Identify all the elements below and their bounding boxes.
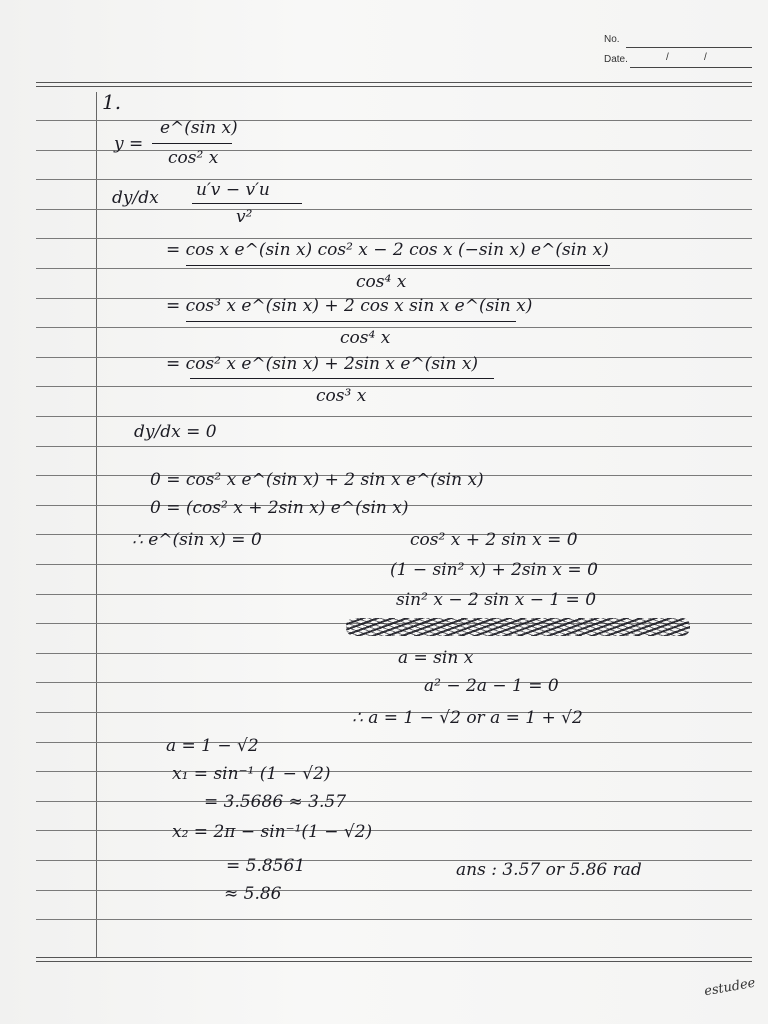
ruled-line: [36, 120, 752, 121]
y-definition-denominator: cos² x: [168, 148, 219, 168]
estudee-logo: estudee: [703, 975, 757, 1000]
dydx-label: dy/dx: [112, 188, 159, 208]
ruled-line: [36, 386, 752, 387]
ruled-line: [36, 268, 752, 269]
ruled-line: [36, 150, 752, 151]
top-double-rule: [36, 82, 752, 83]
equation-4: (1 − sin² x) + 2sin x = 0: [390, 560, 598, 580]
solution-x2: x₂ = 2π − sin⁻¹(1 − √2): [172, 822, 373, 842]
equation-1: 0 = cos² x e^(sin x) + 2 sin x e^(sin x): [150, 470, 484, 490]
top-double-rule: [36, 86, 752, 87]
equation-3-right: cos² x + 2 sin x = 0: [410, 530, 578, 550]
question-number: 1.: [102, 90, 122, 114]
fraction-bar: [186, 321, 516, 322]
no-line: [626, 47, 752, 48]
ruled-line: [36, 919, 752, 920]
ruled-line: [36, 682, 752, 683]
equation-7: a² − 2a − 1 = 0: [424, 676, 559, 696]
date-separator: /: [666, 52, 669, 63]
crossed-out-work: [346, 618, 690, 636]
step1-numerator: = cos x e^(sin x) cos² x − 2 cos x (−sin x) e^(sin x): [166, 240, 609, 260]
step3-numerator: = cos² x e^(sin x) + 2sin x e^(sin x): [166, 354, 479, 374]
equation-5: sin² x − 2 sin x − 1 = 0: [396, 590, 597, 610]
step3-denominator: cos³ x: [316, 386, 367, 406]
solution-x1: x₁ = sin⁻¹ (1 − √2): [172, 764, 331, 784]
solution-x2-rounded: ≈ 5.86: [224, 884, 282, 904]
quotient-rule-numerator: u′v − v′u: [196, 180, 270, 200]
equation-6: a = sin x: [398, 648, 474, 668]
ruled-line: [36, 209, 752, 210]
fraction-bar: [190, 378, 494, 379]
solution-x1-value: = 3.5686 ≈ 3.57: [204, 792, 347, 812]
quotient-rule-denominator: v²: [236, 207, 253, 227]
equation-8: ∴ a = 1 − √2 or a = 1 + √2: [352, 708, 583, 728]
step2-numerator: = cos³ x e^(sin x) + 2 cos x sin x e^(sin x): [166, 296, 533, 316]
fraction-bar: [192, 203, 302, 204]
ruled-line: [36, 238, 752, 239]
ruled-line: [36, 771, 752, 772]
bottom-double-rule: [36, 961, 752, 962]
date-separator: /: [704, 52, 707, 63]
ruled-line: [36, 594, 752, 595]
ruled-line: [36, 860, 752, 861]
solution-a: a = 1 − √2: [166, 736, 259, 756]
final-answer: ans : 3.57 or 5.86 rad: [456, 860, 642, 880]
bottom-double-rule: [36, 957, 752, 958]
ruled-line: [36, 801, 752, 802]
ruled-line: [36, 830, 752, 831]
date-label: Date.: [604, 54, 628, 65]
no-label: No.: [604, 34, 620, 45]
y-definition-lhs: y =: [114, 134, 144, 154]
date-line: [630, 67, 752, 68]
ruled-line: [36, 653, 752, 654]
ruled-line: [36, 890, 752, 891]
ruled-line: [36, 416, 752, 417]
ruled-line: [36, 742, 752, 743]
page-header: [604, 30, 754, 74]
ruled-line: [36, 327, 752, 328]
ruled-line: [36, 446, 752, 447]
y-definition-numerator: e^(sin x): [160, 118, 238, 138]
step2-denominator: cos⁴ x: [340, 328, 391, 348]
solution-x2-value: = 5.8561: [226, 856, 306, 876]
step1-denominator: cos⁴ x: [356, 272, 407, 292]
margin-line: [96, 92, 97, 958]
dydx-equals-zero: dy/dx = 0: [134, 422, 217, 442]
fraction-bar: [152, 143, 232, 144]
equation-3-left: ∴ e^(sin x) = 0: [132, 530, 262, 550]
equation-2: 0 = (cos² x + 2sin x) e^(sin x): [150, 498, 409, 518]
ruled-line: [36, 179, 752, 180]
fraction-bar: [186, 265, 610, 266]
